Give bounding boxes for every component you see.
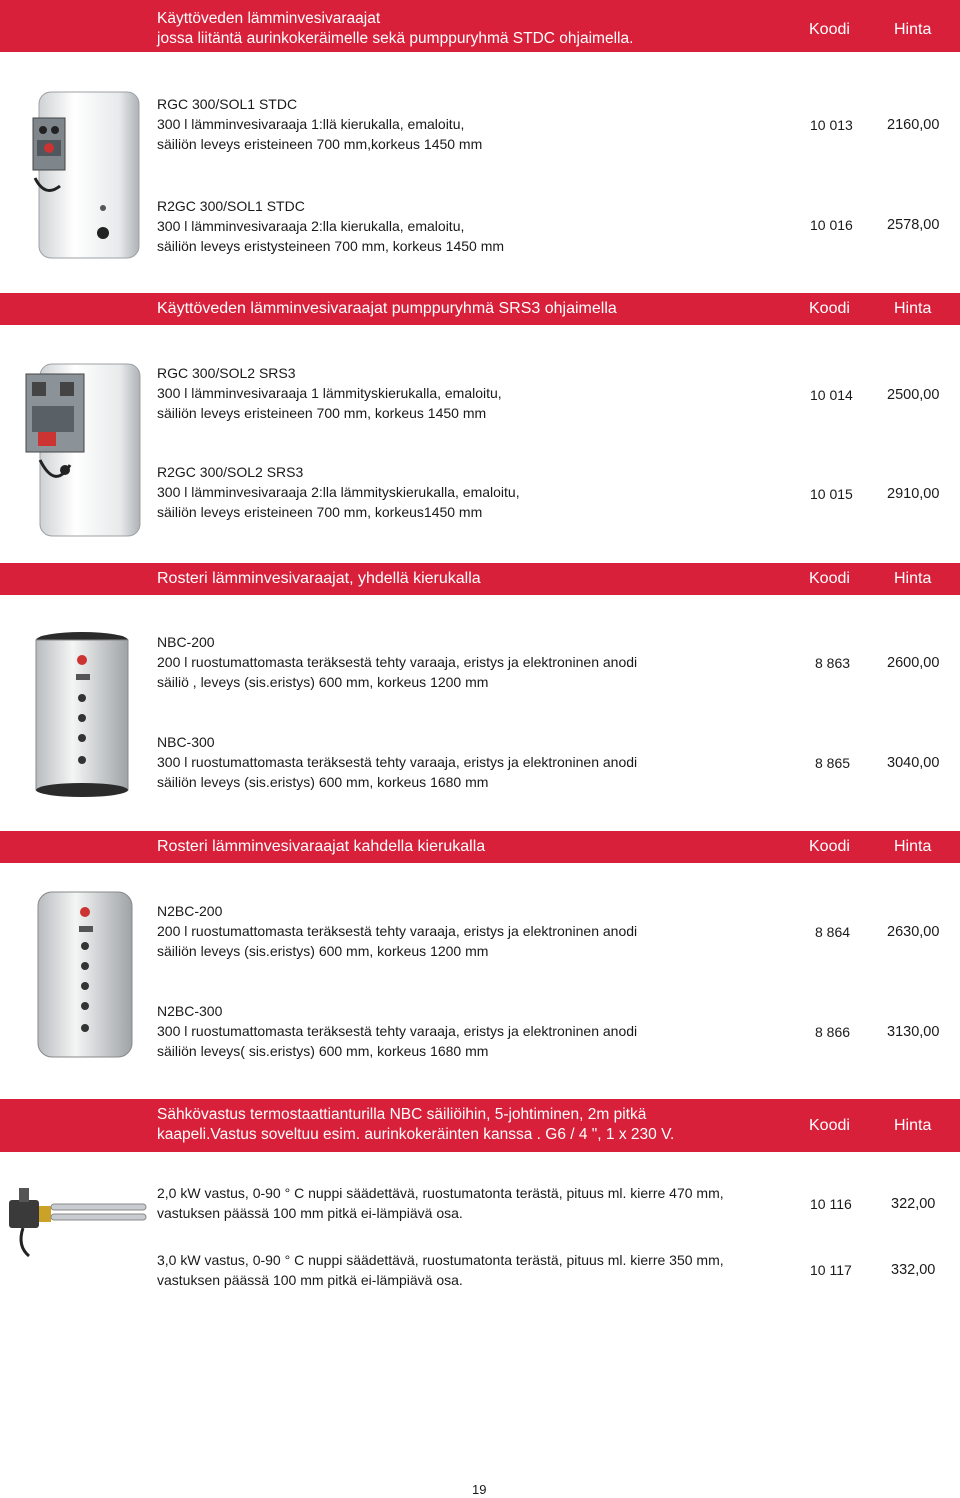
product-code: 10 117 bbox=[810, 1262, 852, 1278]
product-detail: säiliön leveys eristysteineen 700 mm, korkeus 1450 mm bbox=[157, 238, 505, 254]
section-title-line: Rosteri lämminvesivaraajat kahdella kierukalla bbox=[157, 838, 486, 855]
section-title-line: Rosteri lämminvesivaraajat, yhdellä kierukalla bbox=[157, 570, 481, 587]
product-code: 10 015 bbox=[810, 486, 853, 502]
product-code: 10 116 bbox=[810, 1196, 852, 1212]
section-header-electric-heater bbox=[0, 1099, 960, 1152]
product-detail: 2,0 kW vastus, 0-90 ° C nuppi säädettävä, ruostumatonta terästä, pituus ml. kierre 470 mm, bbox=[157, 1185, 724, 1201]
column-header-price: Hinta bbox=[894, 21, 932, 38]
product-detail: säiliön leveys (sis.eristys) 600 mm, korkeus 1680 mm bbox=[157, 774, 489, 790]
section-header-stainless-single bbox=[0, 563, 960, 595]
product-price: 3040,00 bbox=[887, 755, 940, 771]
product-description bbox=[157, 462, 520, 522]
stainless-water-heater-image bbox=[30, 630, 135, 800]
product-description bbox=[157, 1001, 637, 1061]
product-description bbox=[157, 901, 637, 961]
product-price: 2630,00 bbox=[887, 924, 940, 940]
section-header-srs3 bbox=[0, 293, 960, 325]
section-title-line: Sähkövastus termostaattianturilla NBC säiliöihin, 5-johtiminen, 2m pitkä bbox=[157, 1106, 647, 1123]
section-title-line: Käyttöveden lämminvesivaraajat pumppuryhmä SRS3 ohjaimella bbox=[157, 300, 617, 317]
srs3-water-heater-image bbox=[20, 360, 145, 540]
product-name: RGC 300/SOL1 STDC bbox=[157, 96, 298, 112]
section-header-stainless-double bbox=[0, 831, 960, 863]
column-header-price: Hinta bbox=[894, 838, 932, 855]
column-header-code: Koodi bbox=[809, 21, 850, 38]
solar-water-heater-image bbox=[25, 88, 145, 263]
column-header-price: Hinta bbox=[894, 570, 932, 587]
product-code: 8 866 bbox=[815, 1024, 851, 1040]
product-detail: säiliö , leveys (sis.eristys) 600 mm, korkeus 1200 mm bbox=[157, 674, 489, 690]
product-detail: 300 l lämminvesivaraaja 2:lla lämmityskierukalla, emaloitu, bbox=[157, 484, 520, 500]
product-description bbox=[157, 363, 502, 423]
section-title-line: jossa liitäntä aurinkokeräimelle sekä pumppuryhmä STDC ohjaimella. bbox=[157, 30, 634, 47]
product-description bbox=[157, 1183, 724, 1223]
product-code: 10 014 bbox=[810, 387, 853, 403]
product-code: 8 864 bbox=[815, 924, 851, 940]
product-description bbox=[157, 1250, 724, 1290]
section-header-solar-stdc bbox=[0, 0, 960, 52]
product-detail: 200 l ruostumattomasta teräksestä tehty varaaja, eristys ja elektroninen anodi bbox=[157, 654, 638, 670]
product-detail: 300 l lämminvesivaraaja 1 lämmityskierukalla, emaloitu, bbox=[157, 385, 502, 401]
product-detail: 300 l ruostumattomasta teräksestä tehty varaaja, eristys ja elektroninen anodi bbox=[157, 1023, 638, 1039]
product-price: 322,00 bbox=[891, 1196, 936, 1212]
product-code: 10 013 bbox=[810, 117, 853, 133]
product-price: 2160,00 bbox=[887, 117, 940, 133]
product-price: 3130,00 bbox=[887, 1024, 940, 1040]
product-detail: 300 l ruostumattomasta teräksestä tehty varaaja, eristys ja elektroninen anodi bbox=[157, 754, 638, 770]
product-price: 332,00 bbox=[891, 1262, 936, 1278]
product-description bbox=[157, 632, 637, 692]
stainless-double-coil-heater-image bbox=[30, 888, 140, 1063]
column-header-price: Hinta bbox=[894, 300, 932, 317]
product-detail: 300 l lämminvesivaraaja 1:llä kierukalla, emaloitu, bbox=[157, 116, 465, 132]
product-detail: 3,0 kW vastus, 0-90 ° C nuppi säädettävä, ruostumatonta terästä, pituus ml. kierre 350 mm, bbox=[157, 1252, 724, 1268]
section-title-line: Käyttöveden lämminvesivaraajat bbox=[157, 10, 381, 27]
product-name: R2GC 300/SOL1 STDC bbox=[157, 198, 305, 214]
column-header-code: Koodi bbox=[809, 570, 850, 587]
product-detail: säiliön leveys eristeineen 700 mm, korkeus 1450 mm bbox=[157, 405, 487, 421]
product-price: 2600,00 bbox=[887, 655, 940, 671]
product-name: NBC-300 bbox=[157, 734, 215, 750]
product-detail: säiliön leveys (sis.eristys) 600 mm, korkeus 1200 mm bbox=[157, 943, 489, 959]
column-header-code: Koodi bbox=[809, 1117, 850, 1134]
column-header-code: Koodi bbox=[809, 300, 850, 317]
product-detail: 200 l ruostumattomasta teräksestä tehty varaaja, eristys ja elektroninen anodi bbox=[157, 923, 638, 939]
column-header-code: Koodi bbox=[809, 838, 850, 855]
section-title-line: kaapeli.Vastus soveltuu esim. aurinkokeräinten kanssa . G6 / 4 ", 1 x 230 V. bbox=[157, 1126, 675, 1143]
product-code: 10 016 bbox=[810, 217, 853, 233]
product-detail: vastuksen päässä 100 mm pitkä ei-lämpiävä osa. bbox=[157, 1272, 463, 1288]
product-price: 2910,00 bbox=[887, 486, 940, 502]
product-detail: säiliön leveys eristeineen 700 mm, korkeus1450 mm bbox=[157, 504, 483, 520]
product-detail: säiliön leveys eristeineen 700 mm,korkeus 1450 mm bbox=[157, 136, 483, 152]
page-number: 19 bbox=[472, 1482, 487, 1497]
product-detail: 300 l lämminvesivaraaja 2:lla kierukalla, emaloitu, bbox=[157, 218, 465, 234]
product-code: 8 865 bbox=[815, 755, 851, 771]
column-header-price: Hinta bbox=[894, 1117, 932, 1134]
product-detail: säiliön leveys( sis.eristys) 600 mm, korkeus 1680 mm bbox=[157, 1043, 489, 1059]
product-code: 8 863 bbox=[815, 655, 851, 671]
product-description bbox=[157, 94, 482, 154]
product-name: N2BC-300 bbox=[157, 1003, 223, 1019]
product-detail: vastuksen päässä 100 mm pitkä ei-lämpiävä osa. bbox=[157, 1205, 463, 1221]
product-price: 2578,00 bbox=[887, 217, 940, 233]
product-description bbox=[157, 196, 504, 256]
product-name: NBC-200 bbox=[157, 634, 215, 650]
product-name: N2BC-200 bbox=[157, 903, 223, 919]
product-name: RGC 300/SOL2 SRS3 bbox=[157, 365, 296, 381]
electric-heating-element-image bbox=[5, 1182, 150, 1262]
product-description bbox=[157, 732, 637, 792]
product-price: 2500,00 bbox=[887, 387, 940, 403]
product-name: R2GC 300/SOL2 SRS3 bbox=[157, 464, 304, 480]
